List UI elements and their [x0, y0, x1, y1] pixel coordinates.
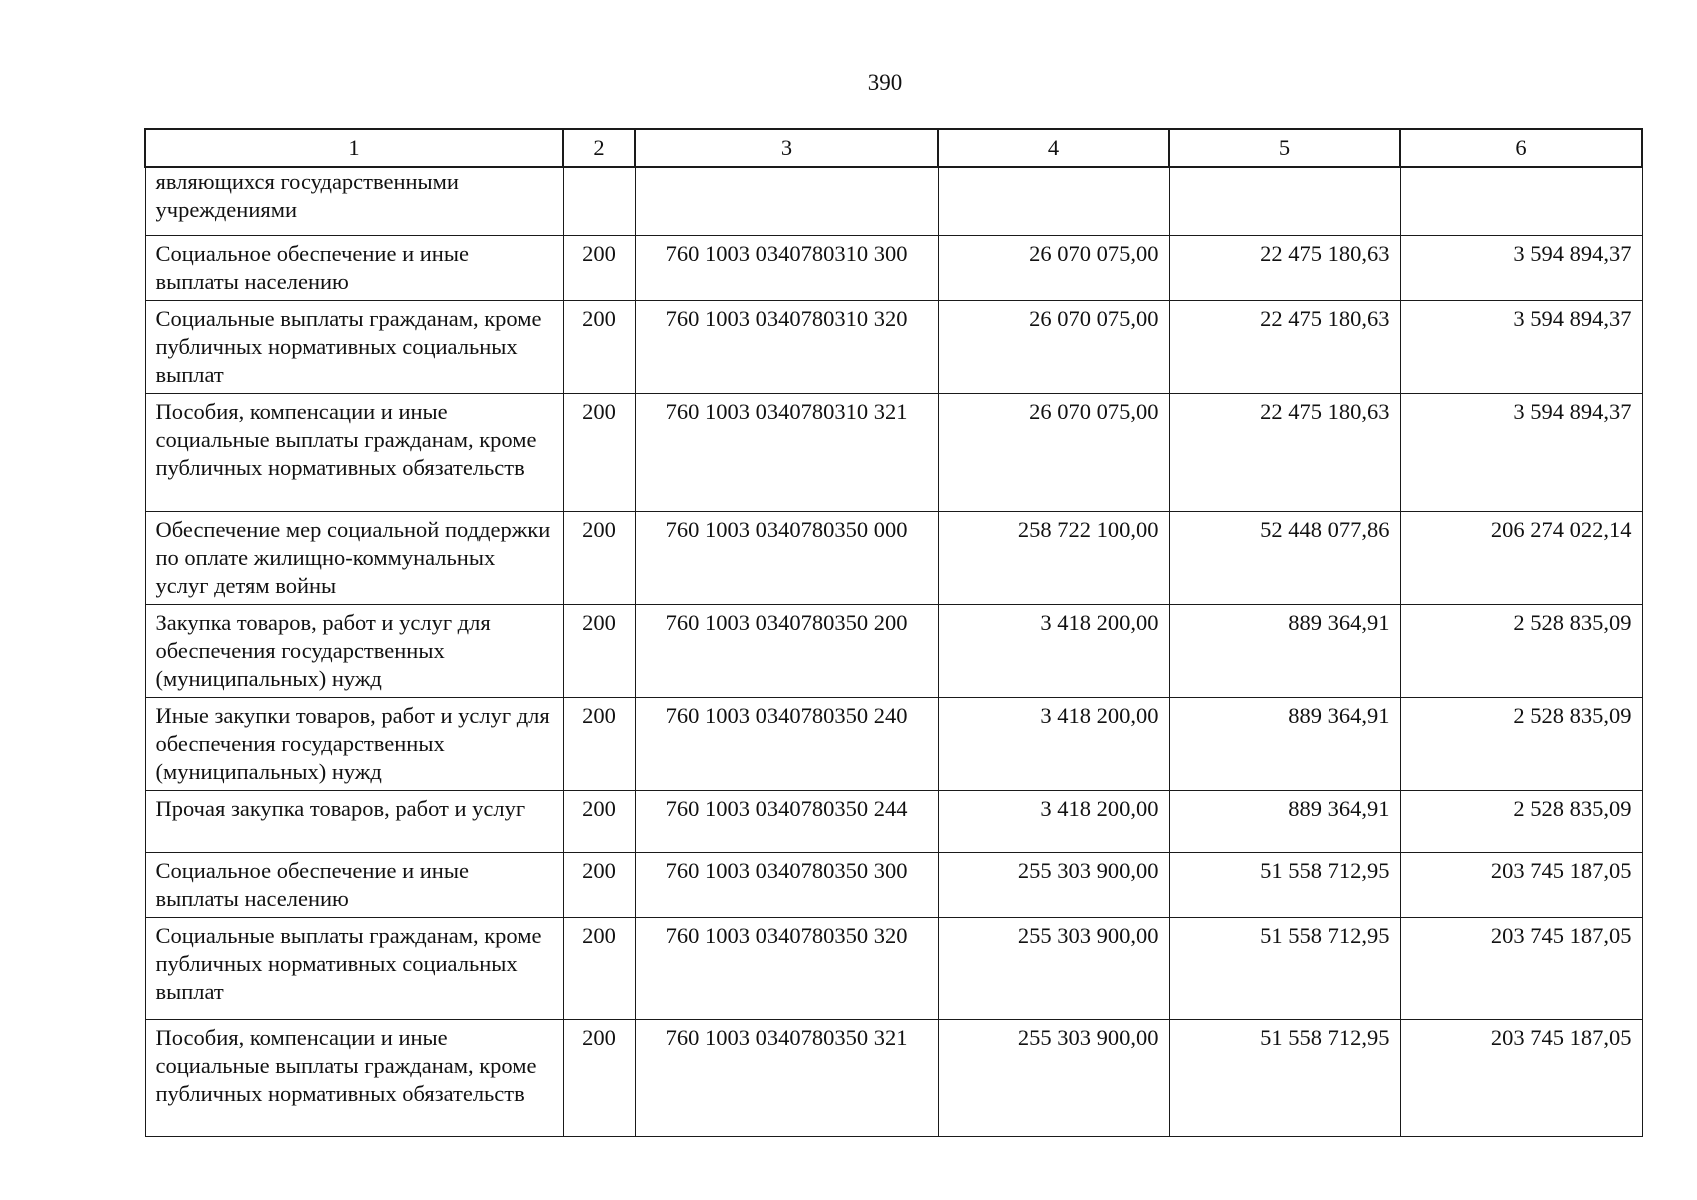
- row-name-cell: Социальное обеспечение и иные выплаты населению: [145, 852, 563, 917]
- page-number: 390: [867, 70, 903, 95]
- row-name-cell: являющихся государственными учреждениями: [145, 167, 563, 235]
- row-budget-code-cell: 760 1003 0340780350 244: [635, 790, 938, 852]
- header-cell-5: 5: [1169, 129, 1400, 167]
- row-line-code-cell: 200: [563, 917, 635, 1019]
- row-approved-cell: 26 070 075,00: [938, 300, 1169, 393]
- row-executed-cell: 51 558 712,95: [1169, 1019, 1400, 1136]
- row-budget-code-cell: 760 1003 0340780350 300: [635, 852, 938, 917]
- table-row: [145, 511, 1642, 604]
- row-line-code-cell: 200: [563, 393, 635, 511]
- row-unexecuted-cell: 3 594 894,37: [1400, 300, 1642, 393]
- row-budget-code-cell: 760 1003 0340780350 200: [635, 604, 938, 697]
- table-row: [145, 300, 1642, 393]
- row-approved-cell: 3 418 200,00: [938, 604, 1169, 697]
- table-row: [145, 604, 1642, 697]
- table-row: [145, 852, 1642, 917]
- table-row: [145, 235, 1642, 300]
- row-name-cell: Обеспечение мер социальной поддержки по оплате жилищно-коммунальных услуг детям войны: [145, 511, 563, 604]
- row-executed-cell: 889 364,91: [1169, 697, 1400, 790]
- row-executed-cell: 51 558 712,95: [1169, 852, 1400, 917]
- table-row: [145, 790, 1642, 852]
- header-cell-6: 6: [1400, 129, 1642, 167]
- table-header-row: [145, 129, 1642, 167]
- row-unexecuted-cell: 203 745 187,05: [1400, 1019, 1642, 1136]
- row-budget-code-cell: 760 1003 0340780350 240: [635, 697, 938, 790]
- row-unexecuted-cell: 203 745 187,05: [1400, 852, 1642, 917]
- row-name-cell: Прочая закупка товаров, работ и услуг: [145, 790, 563, 852]
- row-name-cell: Иные закупки товаров, работ и услуг для обеспечения государственных (муниципальных) нужд: [145, 697, 563, 790]
- row-unexecuted-cell: 203 745 187,05: [1400, 917, 1642, 1019]
- row-name-cell: Социальные выплаты гражданам, кроме публичных нормативных социальных выплат: [145, 917, 563, 1019]
- row-unexecuted-cell: 2 528 835,09: [1400, 790, 1642, 852]
- row-executed-cell: 889 364,91: [1169, 790, 1400, 852]
- row-budget-code-cell: 760 1003 0340780350 320: [635, 917, 938, 1019]
- row-approved-cell: [938, 167, 1169, 235]
- row-name-cell: Социальное обеспечение и иные выплаты населению: [145, 235, 563, 300]
- row-budget-code-cell: 760 1003 0340780350 000: [635, 511, 938, 604]
- row-approved-cell: 258 722 100,00: [938, 511, 1169, 604]
- row-approved-cell: 255 303 900,00: [938, 852, 1169, 917]
- table-row: [145, 917, 1642, 1019]
- row-budget-code-cell: 760 1003 0340780310 321: [635, 393, 938, 511]
- row-approved-cell: 255 303 900,00: [938, 1019, 1169, 1136]
- row-budget-code-cell: 760 1003 0340780350 321: [635, 1019, 938, 1136]
- header-cell-1: 1: [145, 129, 563, 167]
- row-line-code-cell: 200: [563, 300, 635, 393]
- table-row: [145, 167, 1642, 235]
- row-line-code-cell: 200: [563, 697, 635, 790]
- header-cell-2: 2: [563, 129, 635, 167]
- table-row: [145, 1019, 1642, 1136]
- row-executed-cell: 22 475 180,63: [1169, 393, 1400, 511]
- row-line-code-cell: 200: [563, 1019, 635, 1136]
- row-executed-cell: 22 475 180,63: [1169, 235, 1400, 300]
- header-cell-4: 4: [938, 129, 1169, 167]
- row-line-code-cell: 200: [563, 790, 635, 852]
- row-approved-cell: 3 418 200,00: [938, 697, 1169, 790]
- row-unexecuted-cell: [1400, 167, 1642, 235]
- row-line-code-cell: [563, 167, 635, 235]
- row-approved-cell: 3 418 200,00: [938, 790, 1169, 852]
- table-row: [145, 393, 1642, 511]
- row-budget-code-cell: [635, 167, 938, 235]
- row-unexecuted-cell: 2 528 835,09: [1400, 604, 1642, 697]
- row-executed-cell: [1169, 167, 1400, 235]
- row-name-cell: Пособия, компенсации и иные социальные выплаты гражданам, кроме публичных нормативных обязательств: [145, 1019, 563, 1136]
- row-name-cell: Социальные выплаты гражданам, кроме публичных нормативных социальных выплат: [145, 300, 563, 393]
- row-unexecuted-cell: 3 594 894,37: [1400, 393, 1642, 511]
- budget-execution-table: [144, 128, 1643, 1137]
- row-approved-cell: 255 303 900,00: [938, 917, 1169, 1019]
- row-executed-cell: 51 558 712,95: [1169, 917, 1400, 1019]
- row-budget-code-cell: 760 1003 0340780310 320: [635, 300, 938, 393]
- row-line-code-cell: 200: [563, 852, 635, 917]
- row-line-code-cell: 200: [563, 511, 635, 604]
- row-line-code-cell: 200: [563, 604, 635, 697]
- row-line-code-cell: 200: [563, 235, 635, 300]
- row-unexecuted-cell: 206 274 022,14: [1400, 511, 1642, 604]
- row-unexecuted-cell: 2 528 835,09: [1400, 697, 1642, 790]
- row-executed-cell: 22 475 180,63: [1169, 300, 1400, 393]
- table-row: [145, 697, 1642, 790]
- row-executed-cell: 52 448 077,86: [1169, 511, 1400, 604]
- row-approved-cell: 26 070 075,00: [938, 393, 1169, 511]
- row-budget-code-cell: 760 1003 0340780310 300: [635, 235, 938, 300]
- header-cell-3: 3: [635, 129, 938, 167]
- row-unexecuted-cell: 3 594 894,37: [1400, 235, 1642, 300]
- row-name-cell: Пособия, компенсации и иные социальные выплаты гражданам, кроме публичных нормативных обязательств: [145, 393, 563, 511]
- row-executed-cell: 889 364,91: [1169, 604, 1400, 697]
- row-name-cell: Закупка товаров, работ и услуг для обеспечения государственных (муниципальных) нужд: [145, 604, 563, 697]
- row-approved-cell: 26 070 075,00: [938, 235, 1169, 300]
